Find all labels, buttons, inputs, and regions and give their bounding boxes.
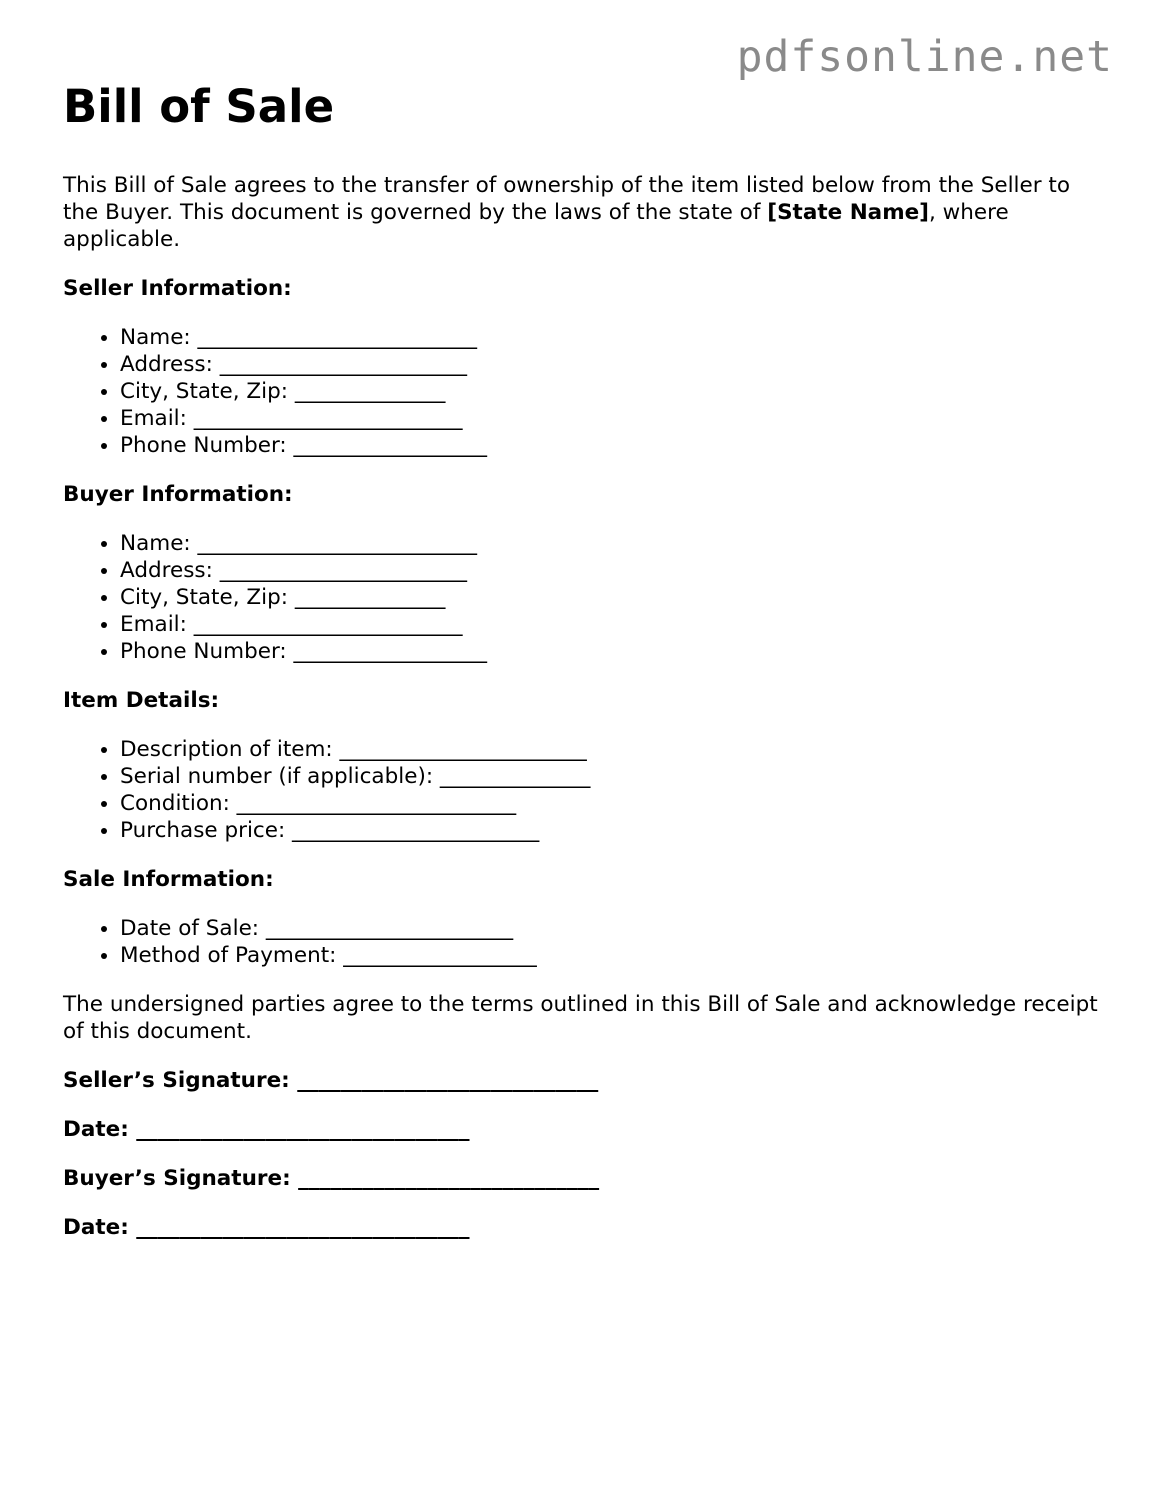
seller-phone-field: • Phone Number: __________________ <box>120 432 1103 459</box>
document-title: Bill of Sale <box>63 80 335 133</box>
intro-paragraph <box>63 172 1103 253</box>
sale-fields-list <box>63 915 1103 969</box>
buyer-city-state-zip-field: • City, State, Zip: ______________ <box>120 584 1103 611</box>
sale-payment-method-field: • Method of Payment: __________________ <box>120 942 1103 969</box>
buyer-signature-line: Buyer’s Signature: ____________________________ <box>63 1166 600 1191</box>
closing-paragraph: The undersigned parties agree to the terms outlined in this Bill of Sale and acknowledge receipt of this document. <box>63 992 1098 1044</box>
buyer-name-field: • Name: __________________________ <box>120 530 1103 557</box>
buyer-fields-list <box>63 530 1103 665</box>
seller-date-line: Date: _______________________________ <box>63 1117 470 1142</box>
item-serial-number-field: • Serial number (if applicable): ______________ <box>120 763 1103 790</box>
state-name-placeholder: [State Name] <box>767 200 930 225</box>
buyer-email-field: • Email: _________________________ <box>120 611 1103 638</box>
seller-email-field: • Email: _________________________ <box>120 405 1103 432</box>
buyer-phone-field: • Phone Number: __________________ <box>120 638 1103 665</box>
intro-text-after: , where applicable. <box>63 200 1009 252</box>
buyer-address-field: • Address: _______________________ <box>120 557 1103 584</box>
watermark: pdfsonline.net <box>736 32 1113 82</box>
seller-address-field: • Address: _______________________ <box>120 351 1103 378</box>
item-details-heading: Item Details: <box>63 688 220 713</box>
seller-fields-list <box>63 324 1103 459</box>
item-purchase-price-field: • Purchase price: _______________________ <box>120 817 1103 844</box>
seller-city-state-zip-field: • City, State, Zip: ______________ <box>120 378 1103 405</box>
buyer-information-heading: Buyer Information: <box>63 482 293 507</box>
sale-information-heading: Sale Information: <box>63 867 274 892</box>
seller-information-heading: Seller Information: <box>63 276 292 301</box>
sale-date-field: • Date of Sale: _______________________ <box>120 915 1103 942</box>
item-fields-list <box>63 736 1103 844</box>
intro-text-before: This Bill of Sale agrees to the transfer of ownership of the item listed below from the Seller to the Buyer. This document is governed by the laws of the state of <box>63 173 1071 225</box>
document-page <box>63 80 1103 1263</box>
item-description-field: • Description of item: _______________________ <box>120 736 1103 763</box>
buyer-date-line: Date: _______________________________ <box>63 1215 470 1240</box>
seller-name-field: • Name: __________________________ <box>120 324 1103 351</box>
item-condition-field: • Condition: __________________________ <box>120 790 1103 817</box>
seller-signature-line: Seller’s Signature: ____________________________ <box>63 1068 599 1093</box>
